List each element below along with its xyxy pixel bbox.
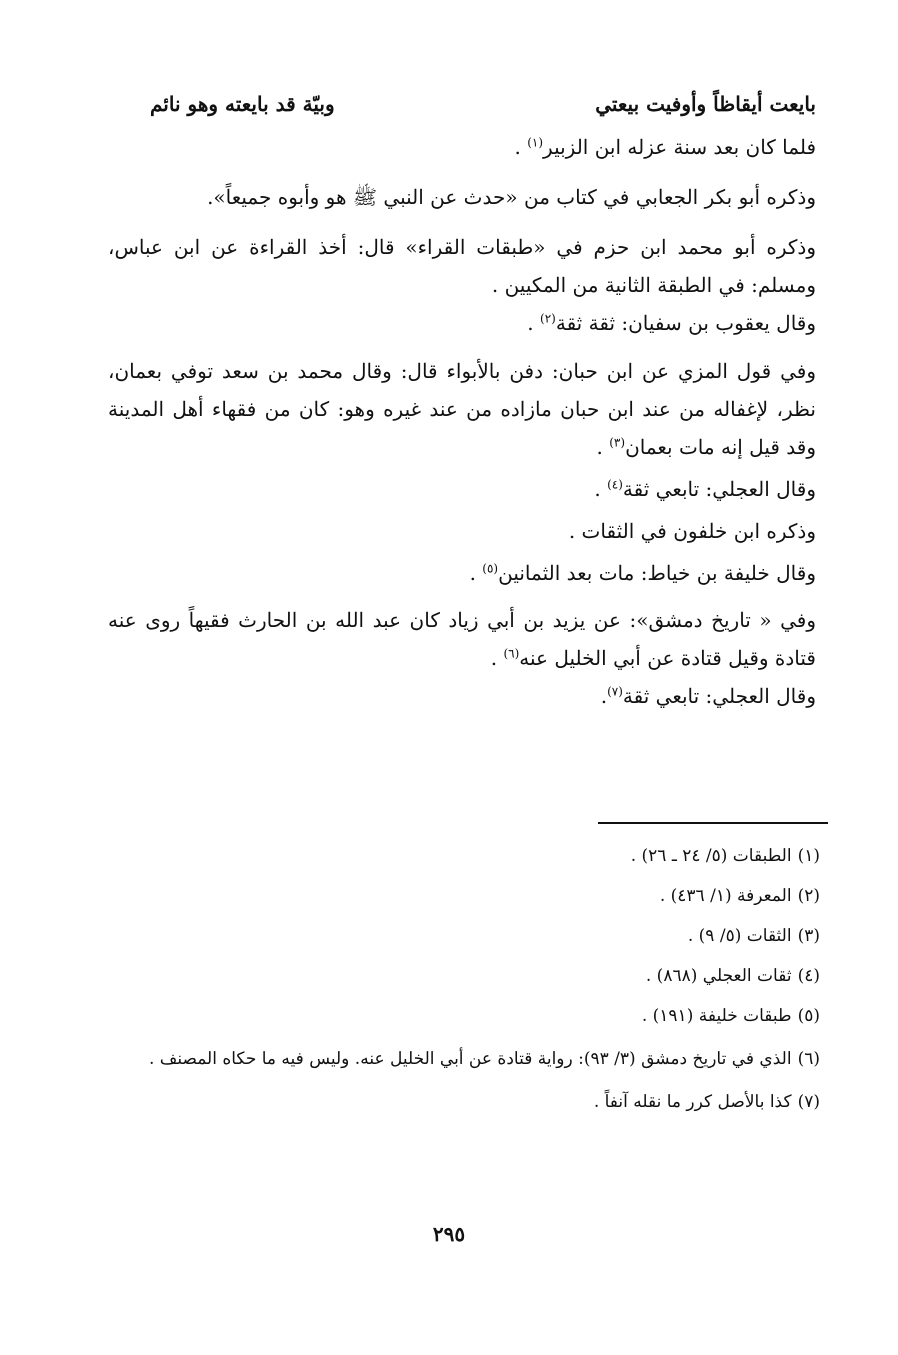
footnote-ref[interactable]: (٣)	[609, 435, 626, 450]
page-number: ٢٩٥	[432, 1222, 466, 1246]
footnote-ref[interactable]: (٢)	[540, 311, 556, 326]
paragraph: وفي « تاريخ دمشق»: عن يزيد بن أبي زياد كان عبد الله بن الحارث فقيهاً روى عنه قتادة وقيل قتادة عن أبي الخليل عنه$^{(٦)}$ .	[108, 608, 816, 670]
verse-first-hemistich: بايعت أيقاظاً وأوفيت بيعتي	[595, 92, 816, 116]
poetry-verse	[150, 84, 816, 124]
footnote: (١)الطبقات (٥/ ٢٤ ـ ٢٦) .	[630, 846, 820, 866]
main-text	[108, 128, 816, 724]
footnote: (٤)ثقات العجلي (٨٦٨) .	[645, 966, 820, 986]
paragraph: وقال خليفة بن خياط: مات بعد الثمانين$^{(٥)}$ .	[469, 561, 816, 585]
footnote: (٣)الثقات (٥/ ٩) .	[687, 926, 820, 946]
paragraph: وقال العجلي: تابعي ثقة$^{(٧)}$.	[600, 684, 816, 708]
footnotes	[120, 836, 820, 1122]
verse-second-hemistich: وبيّة قد بايعته وهو نائم	[150, 92, 335, 116]
footnote-ref[interactable]: (١)	[527, 135, 544, 150]
paragraph: وفي قول المزي عن ابن حبان: دفن بالأبواء قال: وقال محمد بن سعد توفي بعمان، نظر، لإغفاله من عند ابن حبان مازاده من عند غيره وهو: كان من فقهاء أهل المدينة وقد قيل إنه مات بعمان$^{(٣)}$ .	[108, 359, 816, 459]
paragraph: وذكره أبو محمد ابن حزم في «طبقات القراء» قال: أخذ القراءة عن ابن عباس، ومسلم: في الطبقة الثانية من المكيين .	[108, 235, 816, 297]
footnote: (٧)كذا بالأصل كرر ما نقله آنفاً .	[593, 1092, 820, 1112]
paragraph: وذكره ابن خلفون في الثقات .	[568, 519, 816, 543]
footnote-separator	[598, 822, 828, 824]
footnote: (٦)الذي في تاريخ دمشق (٣/ ٩٣): رواية قتادة عن أبي الخليل عنه. وليس فيه ما حكاه المصنف .	[148, 1049, 820, 1069]
paragraph: وقال العجلي: تابعي ثقة$^{(٤)}$ .	[594, 477, 816, 501]
footnote: (٥)طبقات خليفة (١٩١) .	[641, 1006, 820, 1026]
footnote-ref[interactable]: (٤)	[607, 477, 623, 492]
paragraph: فلما كان بعد سنة عزله ابن الزبير$^{(١)}$ .	[514, 135, 816, 159]
footnote-ref[interactable]: (٦)	[503, 646, 520, 661]
footnote-ref[interactable]: (٧)	[607, 684, 623, 699]
paragraph: وذكره أبو بكر الجعابي في كتاب من «حدث عن النبي ﷺ هو وأبوه جميعاً».	[207, 185, 816, 209]
footnote: (٢)المعرفة (١/ ٤٣٦) .	[659, 886, 820, 906]
paragraph: وقال يعقوب بن سفيان: ثقة ثقة$^{(٢)}$ .	[527, 311, 816, 335]
footnote-ref[interactable]: (٥)	[482, 561, 499, 576]
